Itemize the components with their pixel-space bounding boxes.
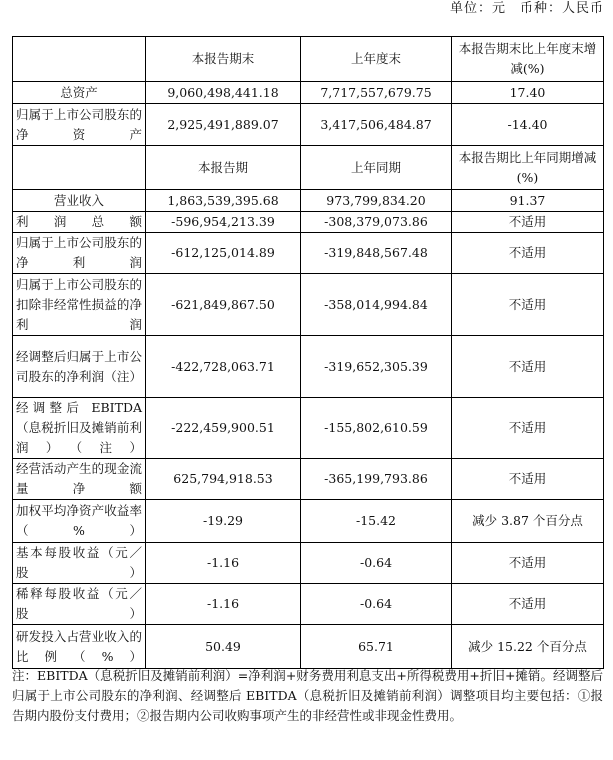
cell-value: 不适用	[452, 336, 604, 398]
cell-value: 3,417,506,484.87	[301, 104, 452, 146]
cell-value: -222,459,900.51	[146, 398, 301, 459]
table-row	[13, 104, 604, 146]
cell-value: -422,728,063.71	[146, 336, 301, 398]
cell-value: 减少 15.22 个百分点	[452, 625, 604, 669]
cell-value: -358,014,994.84	[301, 274, 452, 336]
row-label: 稀释每股收益（元／股）	[13, 584, 146, 625]
row-label: 营业收入	[13, 190, 146, 212]
footnote: 注：EBITDA（息税折旧及摊销前利润）=净利润+财务费用利息支出+所得税费用+折旧+摊销。经调整后归属于上市公司股东的净利润、经调整后 EBITDA（息税折旧及摊销前利润）调整项目均主要包括：①报告期内股份支付费用；②报告期内公司收购事项产生的非经营性或非现金性费用。	[12, 668, 603, 723]
cell-value: 减少 3.87 个百分点	[452, 500, 604, 543]
cell-value: -14.40	[452, 104, 604, 146]
cell-value: 9,060,498,441.18	[146, 82, 301, 104]
cell-value: 625,794,918.53	[146, 459, 301, 500]
cell-value: 不适用	[452, 398, 604, 459]
row-label: 总资产	[13, 82, 146, 104]
header-row	[13, 37, 604, 82]
table-row	[13, 398, 604, 459]
row-label: 基本每股收益（元／股）	[13, 543, 146, 584]
column-header: 上年度末	[301, 37, 452, 82]
column-header	[13, 146, 146, 190]
cell-value: -1.16	[146, 584, 301, 625]
cell-value: 973,799,834.20	[301, 190, 452, 212]
column-header: 本报告期比上年同期增减(%)	[452, 146, 604, 190]
row-label: 加权平均净资产收益率（%）	[13, 500, 146, 543]
table-row	[13, 336, 604, 398]
column-header: 本报告期	[146, 146, 301, 190]
row-label: 研发投入占营业收入的比例（%）	[13, 625, 146, 669]
cell-value: 不适用	[452, 212, 604, 233]
table-row	[13, 82, 604, 104]
cell-value: -15.42	[301, 500, 452, 543]
cell-value: -365,199,793.86	[301, 459, 452, 500]
cell-value: 91.37	[452, 190, 604, 212]
cell-value: -0.64	[301, 584, 452, 625]
unit-currency-line: 单位：元 币种：人民币	[449, 1, 604, 16]
table-row	[13, 212, 604, 233]
cell-value: -319,652,305.39	[301, 336, 452, 398]
row-label: 利润总额	[13, 212, 146, 233]
row-label: 经调整后归属于上市公司股东的净利润（注）	[13, 336, 146, 398]
cell-value: -0.64	[301, 543, 452, 584]
table-row	[13, 190, 604, 212]
header-row	[13, 146, 604, 190]
cell-value: 不适用	[452, 459, 604, 500]
cell-value: -596,954,213.39	[146, 212, 301, 233]
cell-value: -155,802,610.59	[301, 398, 452, 459]
column-header: 上年同期	[301, 146, 452, 190]
table-row	[13, 500, 604, 543]
cell-value: 不适用	[452, 233, 604, 274]
cell-value: 不适用	[452, 274, 604, 336]
table-row	[13, 233, 604, 274]
table-row	[13, 459, 604, 500]
cell-value: -612,125,014.89	[146, 233, 301, 274]
cell-value: -621,849,867.50	[146, 274, 301, 336]
row-label: 归属于上市公司股东的扣除非经常性损益的净利润	[13, 274, 146, 336]
table-row	[13, 543, 604, 584]
cell-value: -308,379,073.86	[301, 212, 452, 233]
column-header: 本报告期末	[146, 37, 301, 82]
column-header: 本报告期末比上年度末增减(%)	[452, 37, 604, 82]
row-label: 归属于上市公司股东的净利润	[13, 233, 146, 274]
row-label: 经调整后 EBITDA（息税折旧及摊销前利润）（注）	[13, 398, 146, 459]
cell-value: 17.40	[452, 82, 604, 104]
cell-value: 65.71	[301, 625, 452, 669]
cell-value: 1,863,539,395.68	[146, 190, 301, 212]
table-row	[13, 274, 604, 336]
column-header	[13, 37, 146, 82]
table-row	[13, 584, 604, 625]
cell-value: -319,848,567.48	[301, 233, 452, 274]
financial-data-table	[12, 36, 604, 669]
cell-value: -1.16	[146, 543, 301, 584]
cell-value: 不适用	[452, 584, 604, 625]
row-label: 经营活动产生的现金流量净额	[13, 459, 146, 500]
table-row	[13, 625, 604, 669]
row-label: 归属于上市公司股东的净资产	[13, 104, 146, 146]
cell-value: 7,717,557,679.75	[301, 82, 452, 104]
cell-value: -19.29	[146, 500, 301, 543]
cell-value: 2,925,491,889.07	[146, 104, 301, 146]
cell-value: 50.49	[146, 625, 301, 669]
cell-value: 不适用	[452, 543, 604, 584]
